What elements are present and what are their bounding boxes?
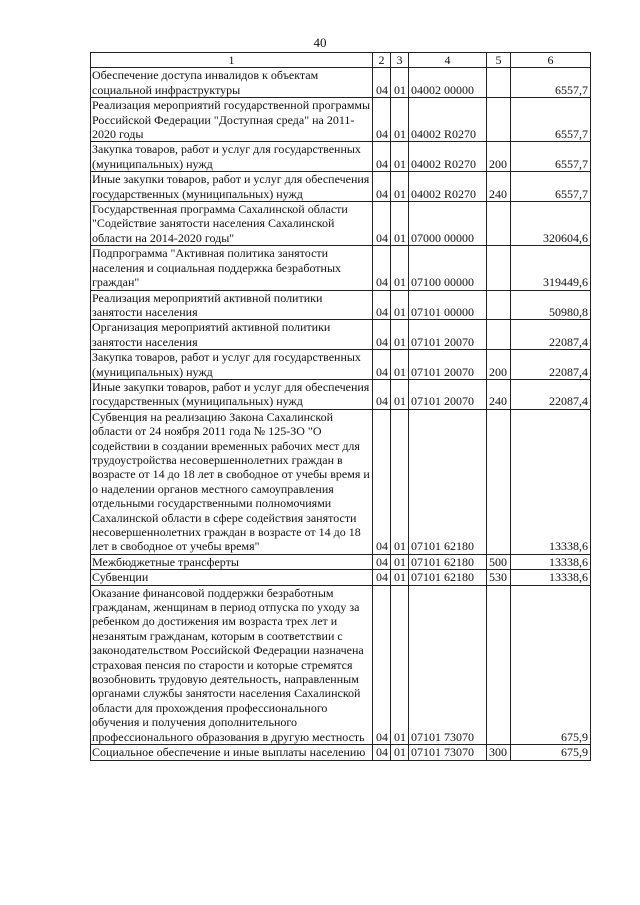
subsection-cell: 01 [391, 98, 409, 142]
amount-cell: 13338,6 [511, 554, 591, 569]
amount-cell: 6557,7 [511, 68, 591, 98]
amount-cell: 13338,6 [511, 409, 591, 554]
amount-cell: 675,9 [511, 585, 591, 744]
section-cell: 04 [373, 585, 391, 744]
amount-cell: 22087,4 [511, 350, 591, 380]
subsection-cell: 01 [391, 246, 409, 290]
target-article-cell: 07101 62180 [409, 409, 487, 554]
amount-cell: 6557,7 [511, 172, 591, 202]
header-cell: 3 [391, 53, 409, 68]
header-cell: 1 [91, 53, 373, 68]
target-article-cell: 07101 62180 [409, 570, 487, 585]
table-row [91, 98, 591, 142]
subsection-cell: 01 [391, 202, 409, 246]
description-cell: Закупка товаров, работ и услуг для государственных (муниципальных) нужд [91, 350, 373, 380]
target-article-cell: 07100 00000 [409, 246, 487, 290]
table-row [91, 246, 591, 290]
target-article-cell: 07101 00000 [409, 290, 487, 320]
description-cell: Закупка товаров, работ и услуг для государственных (муниципальных) нужд [91, 142, 373, 172]
section-cell: 04 [373, 172, 391, 202]
description-cell: Организация мероприятий активной политики занятости населения [91, 320, 373, 350]
target-article-cell: 04002 00000 [409, 68, 487, 98]
expense-type-cell: 300 [487, 745, 511, 760]
expense-type-cell: 200 [487, 142, 511, 172]
target-article-cell: 07101 73070 [409, 745, 487, 760]
description-cell: Государственная программа Сахалинской области "Содействие занятости населения Сахалинской области на 2014-2020 годы" [91, 202, 373, 246]
subsection-cell: 01 [391, 379, 409, 409]
table-row [91, 409, 591, 554]
target-article-cell: 07101 73070 [409, 585, 487, 744]
subsection-cell: 01 [391, 554, 409, 569]
table-row [91, 350, 591, 380]
amount-cell: 319449,6 [511, 246, 591, 290]
table-row [91, 379, 591, 409]
table-row [91, 585, 591, 744]
description-cell: Обеспечение доступа инвалидов к объектам социальной инфраструктуры [91, 68, 373, 98]
expense-type-cell [487, 98, 511, 142]
description-cell: Иные закупки товаров, работ и услуг для обеспечения государственных (муниципальных) нужд [91, 379, 373, 409]
expense-type-cell [487, 202, 511, 246]
amount-cell: 22087,4 [511, 320, 591, 350]
section-cell: 04 [373, 379, 391, 409]
subsection-cell: 01 [391, 290, 409, 320]
section-cell: 04 [373, 68, 391, 98]
header-cell: 6 [511, 53, 591, 68]
amount-cell: 50980,8 [511, 290, 591, 320]
expense-type-cell: 500 [487, 554, 511, 569]
header-cell: 2 [373, 53, 391, 68]
expense-type-cell [487, 290, 511, 320]
section-cell: 04 [373, 570, 391, 585]
target-article-cell: 07101 20070 [409, 320, 487, 350]
amount-cell: 320604,6 [511, 202, 591, 246]
table-header-row [91, 53, 591, 68]
description-cell: Оказание финансовой поддержки безработным гражданам, женщинам в период отпуска по уходу за ребенком до достижения им возраста трех лет и незанятым гражданам, которым в соответствии с законодательством Российской Федерации назначена страховая пенсия по старости и которые стремятся возобновить трудовую деятельность, направленным органами службы занятости населения Сахалинской области для прохождения профессионального обучения и получения дополнительного профессионального образования в другую местность [91, 585, 373, 744]
subsection-cell: 01 [391, 570, 409, 585]
subsection-cell: 01 [391, 745, 409, 760]
target-article-cell: 04002 R0270 [409, 98, 487, 142]
subsection-cell: 01 [391, 68, 409, 98]
description-cell: Субвенции [91, 570, 373, 585]
header-cell: 5 [487, 53, 511, 68]
expense-type-cell [487, 320, 511, 350]
section-cell: 04 [373, 142, 391, 172]
description-cell: Реализация мероприятий государственной программы Российской Федерации "Доступная среда" на 2011-2020 годы [91, 98, 373, 142]
description-cell: Реализация мероприятий активной политики занятости населения [91, 290, 373, 320]
section-cell: 04 [373, 202, 391, 246]
table-row [91, 320, 591, 350]
table-row [91, 745, 591, 760]
section-cell: 04 [373, 350, 391, 380]
table-row [91, 172, 591, 202]
amount-cell: 6557,7 [511, 142, 591, 172]
target-article-cell: 07101 20070 [409, 350, 487, 380]
expense-type-cell: 530 [487, 570, 511, 585]
subsection-cell: 01 [391, 585, 409, 744]
subsection-cell: 01 [391, 142, 409, 172]
description-cell: Социальное обеспечение и иные выплаты населению [91, 745, 373, 760]
description-cell: Субвенция на реализацию Закона Сахалинской области от 24 ноября 2011 года № 125-ЗО "О содействии в создании временных рабочих мест для трудоустройства несовершеннолетних граждан в возрасте от 14 до 18 лет в свободное от учебы время и о наделении органов местного самоуправления отдельными государственными полномочиями Сахалинской области в сфере содействия занятости несовершеннолетних граждан в возрасте от 14 до 18 лет в свободное от учебы время" [91, 409, 373, 554]
amount-cell: 22087,4 [511, 379, 591, 409]
subsection-cell: 01 [391, 350, 409, 380]
budget-table [90, 52, 591, 761]
expense-type-cell [487, 409, 511, 554]
target-article-cell: 07101 62180 [409, 554, 487, 569]
target-article-cell: 04002 R0270 [409, 172, 487, 202]
section-cell: 04 [373, 745, 391, 760]
table-row [91, 570, 591, 585]
section-cell: 04 [373, 409, 391, 554]
subsection-cell: 01 [391, 320, 409, 350]
description-cell: Межбюджетные трансферты [91, 554, 373, 569]
amount-cell: 13338,6 [511, 570, 591, 585]
subsection-cell: 01 [391, 409, 409, 554]
description-cell: Подпрограмма "Активная политика занятости населения и социальная поддержка безработных граждан" [91, 246, 373, 290]
target-article-cell: 07101 20070 [409, 379, 487, 409]
page-number: 40 [313, 35, 327, 50]
table-row [91, 290, 591, 320]
expense-type-cell: 240 [487, 172, 511, 202]
amount-cell: 6557,7 [511, 98, 591, 142]
section-cell: 04 [373, 320, 391, 350]
target-article-cell: 04002 R0270 [409, 142, 487, 172]
expense-type-cell [487, 585, 511, 744]
table-row [91, 68, 591, 98]
table-row [91, 202, 591, 246]
amount-cell: 675,9 [511, 745, 591, 760]
section-cell: 04 [373, 246, 391, 290]
section-cell: 04 [373, 554, 391, 569]
subsection-cell: 01 [391, 172, 409, 202]
section-cell: 04 [373, 98, 391, 142]
expense-type-cell [487, 68, 511, 98]
expense-type-cell [487, 246, 511, 290]
table-row [91, 554, 591, 569]
description-cell: Иные закупки товаров, работ и услуг для обеспечения государственных (муниципальных) нужд [91, 172, 373, 202]
expense-type-cell: 200 [487, 350, 511, 380]
section-cell: 04 [373, 290, 391, 320]
header-cell: 4 [409, 53, 487, 68]
expense-type-cell: 240 [487, 379, 511, 409]
table-row [91, 142, 591, 172]
target-article-cell: 07000 00000 [409, 202, 487, 246]
